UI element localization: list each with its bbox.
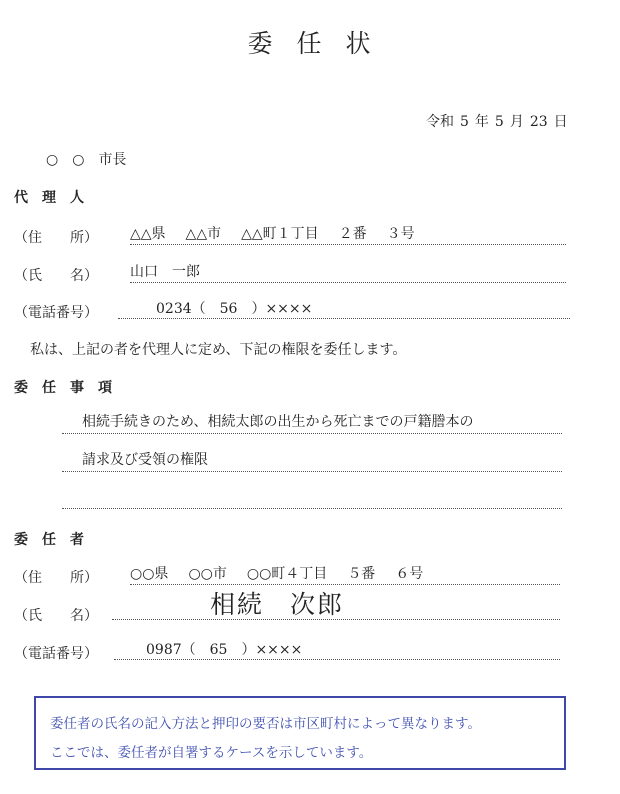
note-box	[34, 696, 566, 770]
principal-phone-field[interactable]: 0987（ 65 ）××××	[114, 640, 560, 660]
title-char: 任	[296, 29, 324, 58]
date-month: 5	[494, 114, 504, 130]
heading-char: 委	[14, 380, 28, 396]
document-date	[426, 111, 568, 131]
heading-char: 人	[70, 190, 84, 206]
date-day: 23	[529, 114, 548, 130]
principal-name-label: （氏 名）	[14, 608, 98, 624]
principal-heading	[14, 529, 98, 549]
heading-char: 理	[42, 190, 56, 206]
address-part: ２番	[338, 226, 367, 242]
agent-name-label: （氏 名）	[14, 268, 98, 284]
agent-phone-field[interactable]: 0234（ 56 ）××××	[118, 299, 570, 319]
matter-text: 相続手続きのため、相続太郎の出生から死亡までの戸籍謄本の	[82, 414, 474, 430]
address-part: ６号	[395, 566, 424, 582]
addressee-office: 市長	[98, 152, 127, 168]
signature-surname: 相続	[210, 590, 265, 619]
delegation-statement: 私は、上記の者を代理人に定め、下記の権限を委任します。	[30, 342, 407, 358]
address-part: △△市	[185, 226, 222, 242]
matter-text	[62, 489, 82, 505]
date-year: 5	[460, 114, 469, 130]
heading-char: 委	[14, 532, 28, 548]
heading-char: 代	[14, 190, 28, 206]
signature-given-name: 次郎	[290, 590, 345, 619]
address-part: ○○県	[130, 566, 169, 582]
note-line: 委任者の氏名の記入方法と押印の要否は市区町村によって異なります。	[50, 716, 481, 732]
address-part: ５番	[347, 566, 376, 582]
date-month-unit: 月	[509, 114, 524, 130]
heading-char: 項	[98, 380, 112, 396]
address-part: ３号	[386, 226, 415, 242]
principal-address-label: （住 所）	[14, 570, 98, 586]
agent-address-field[interactable]	[130, 224, 566, 245]
agent-phone-label: （電話番号）	[14, 305, 98, 321]
addressee	[46, 149, 140, 169]
heading-char: 者	[70, 532, 84, 548]
title-char: 委	[247, 29, 275, 58]
heading-char: 任	[42, 532, 56, 548]
matter-line-2[interactable]	[62, 449, 562, 472]
heading-char: 事	[70, 380, 84, 396]
document-title	[0, 24, 620, 60]
principal-address-field[interactable]	[130, 564, 560, 585]
date-day-unit: 日	[553, 114, 568, 130]
note-line: ここでは、委任者が自署するケースを示しています。	[50, 745, 373, 761]
address-part: △△県	[130, 226, 166, 242]
agent-name-field[interactable]: 山口 一郎	[130, 262, 566, 283]
title-char: 状	[345, 29, 373, 58]
matters-heading	[14, 377, 126, 397]
matter-line-3[interactable]	[62, 486, 562, 509]
date-era: 令和	[426, 114, 454, 130]
date-year-unit: 年	[474, 114, 489, 130]
address-part: ○○町４丁目	[246, 566, 328, 582]
address-part: ○○市	[188, 566, 227, 582]
principal-signature-field[interactable]	[112, 590, 560, 620]
agent-address-label: （住 所）	[14, 230, 98, 246]
agent-heading	[14, 187, 98, 207]
addressee-mark: ○	[72, 152, 85, 168]
heading-char: 任	[42, 380, 56, 396]
addressee-mark: ○	[46, 152, 59, 168]
matter-line-1[interactable]	[62, 411, 562, 434]
principal-phone-label: （電話番号）	[14, 646, 98, 662]
matter-text: 請求及び受領の権限	[82, 452, 208, 468]
address-part: △△町１丁目	[241, 226, 319, 242]
